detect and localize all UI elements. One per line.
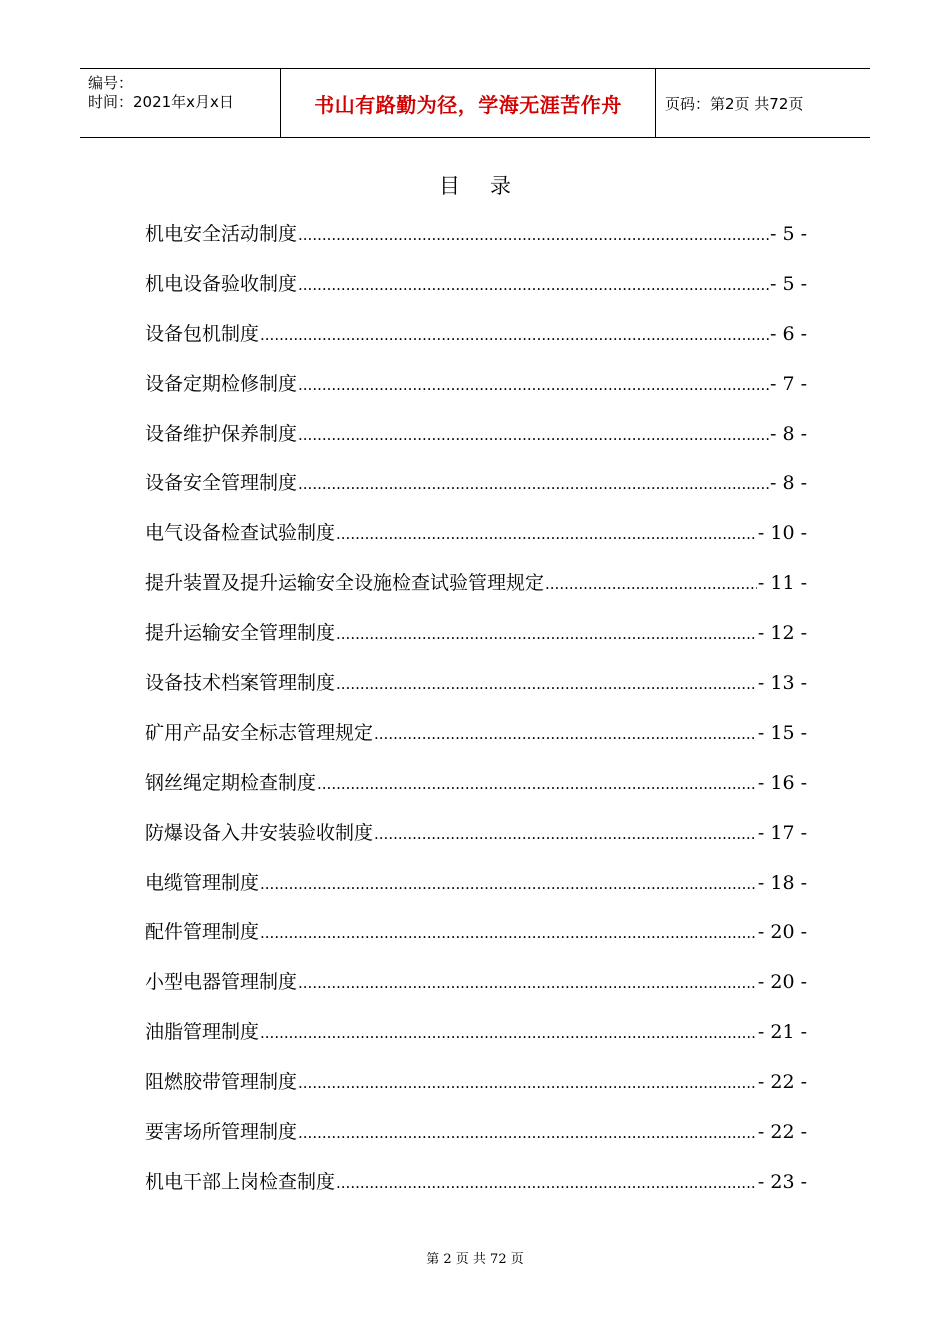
toc-entry-page: - 12 - [757,622,807,645]
toc-leader-dots [298,964,757,1002]
document-header [80,68,870,138]
toc-entry-page: - 15 - [757,721,807,744]
toc-leader-dots [260,865,757,903]
toc-entry[interactable] [145,514,807,564]
toc-entry[interactable] [145,764,807,814]
toc-entry[interactable] [145,1113,807,1163]
toc-entry-label: 提升装置及提升运输安全设施检查试验管理规定 [145,572,545,595]
toc-leader-dots [298,216,769,254]
toc-entry[interactable] [145,864,807,914]
toc-leader-dots [298,416,769,454]
toc-entry-page: - 13 - [757,672,807,695]
toc-entry-label: 设备维护保养制度 [145,422,298,445]
toc-entry-page: - 17 - [757,821,807,844]
toc-entry-page: - 21 - [757,1021,807,1044]
toc-entry-label: 阻燃胶带管理制度 [145,1071,298,1094]
toc-entry-label: 机电安全活动制度 [145,223,298,245]
toc-entry[interactable] [145,664,807,714]
toc-leader-dots [336,1164,757,1202]
toc-leader-dots [298,1064,757,1102]
toc-entry-page: - 16 - [757,771,807,794]
toc-entry-page: - 22 - [757,1121,807,1144]
toc-leader-dots [260,316,769,354]
toc-entry-label: 设备包机制度 [145,322,260,345]
toc-entry[interactable] [145,265,807,315]
toc-leader-dots [260,914,757,952]
toc-entry-label: 钢丝绳定期检查制度 [145,771,317,794]
toc-leader-dots [298,266,769,304]
toc-entry[interactable] [145,614,807,664]
toc-entry[interactable] [145,1013,807,1063]
toc-entry-page: - 10 - [757,522,807,545]
toc-entry-label: 设备安全管理制度 [145,472,298,495]
toc-entry[interactable] [145,1063,807,1113]
toc-entry-label: 小型电器管理制度 [145,971,298,994]
toc-entry[interactable] [145,215,807,265]
toc-leader-dots [317,765,757,803]
toc-entry-label: 矿用产品安全标志管理规定 [145,721,374,744]
toc-leader-dots [298,366,769,404]
toc-entry-page: - 11 - [757,572,807,595]
toc-entry[interactable] [145,365,807,415]
time-label: 时间：2021年x月x日 [88,93,234,111]
toc-entry-label: 设备定期检修制度 [145,372,298,395]
toc-entry-label: 电气设备检查试验制度 [145,522,336,545]
toc-entry-page: - 8 - [769,472,807,495]
toc-leader-dots [336,665,757,703]
toc-entry-page: - 20 - [757,921,807,944]
header-right-cell [655,69,870,137]
toc-entry-page: - 5 - [769,223,807,245]
toc-entry-label: 设备技术档案管理制度 [145,672,336,695]
toc-entry-label: 提升运输安全管理制度 [145,622,336,645]
toc-entry[interactable] [145,963,807,1013]
toc-entry-label: 机电干部上岗检查制度 [145,1170,336,1193]
page-footer: 第 2 页 共 72 页 [426,1252,524,1267]
toc-entry-label: 机电设备验收制度 [145,272,298,295]
toc-entry[interactable] [145,415,807,465]
toc-title: 目录 [439,174,541,198]
toc-entry[interactable] [145,1163,807,1213]
toc-leader-dots [260,1014,757,1052]
header-middle-cell [280,69,656,137]
toc-entry[interactable] [145,913,807,963]
toc-entry-page: - 5 - [769,272,807,295]
toc-entry[interactable] [145,564,807,614]
toc-leader-dots [336,615,757,653]
toc-entry-page: - 8 - [769,422,807,445]
header-left-cell [80,69,280,137]
page-info: 页码：第2页 共72页 [665,94,804,113]
toc-leader-dots [298,465,769,503]
toc-leader-dots [545,565,757,603]
slogan: 书山有路勤为径，学海无涯苦作舟 [314,92,622,117]
number-label: 编号： [88,74,134,92]
toc-entry[interactable] [145,714,807,764]
toc-entry-label: 油脂管理制度 [145,1021,260,1044]
toc-entry-label: 要害场所管理制度 [145,1121,298,1144]
toc-leader-dots [298,1114,757,1152]
toc-entry-page: - 18 - [757,871,807,894]
toc-entry-page: - 22 - [757,1071,807,1094]
toc-entry-label: 防爆设备入井安装验收制度 [145,821,374,844]
toc-entry[interactable] [145,315,807,365]
toc-leader-dots [374,815,757,853]
toc-entry[interactable] [145,464,807,514]
toc-entry-label: 配件管理制度 [145,921,260,944]
toc-entry[interactable] [145,814,807,864]
toc-entry-page: - 6 - [769,322,807,345]
toc-leader-dots [336,515,757,553]
toc-entry-page: - 20 - [757,971,807,994]
toc-entry-page: - 23 - [757,1170,807,1193]
toc-leader-dots [374,715,757,753]
toc-entry-label: 电缆管理制度 [145,871,260,894]
toc-entry-page: - 7 - [769,372,807,395]
table-of-contents [145,215,807,1213]
